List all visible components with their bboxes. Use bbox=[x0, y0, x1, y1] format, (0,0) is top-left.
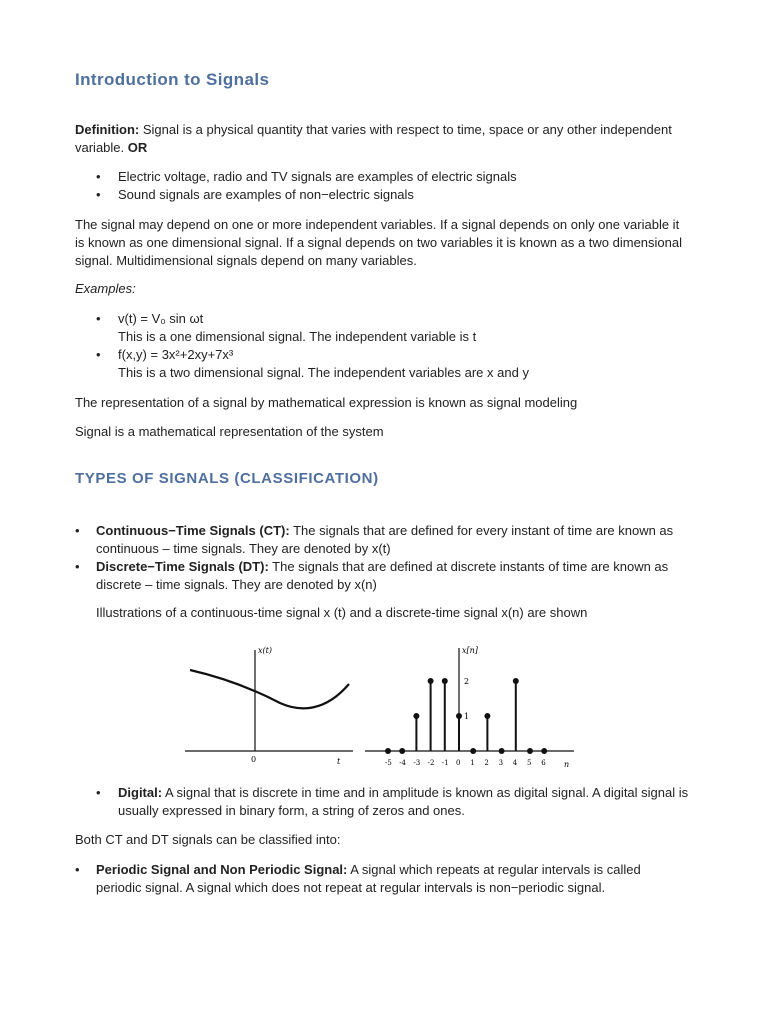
dt-n-tick-label: 0 bbox=[456, 759, 461, 767]
definition-label: Definition: bbox=[75, 122, 140, 137]
ct-y-label: x(t) bbox=[258, 646, 272, 655]
bullet-icon: • bbox=[96, 347, 101, 362]
dt-sample-point bbox=[527, 748, 533, 754]
dt-signal-figure bbox=[360, 640, 580, 770]
dt-x-label: n bbox=[564, 760, 570, 769]
digital-list bbox=[96, 784, 696, 820]
bullet-icon: • bbox=[75, 862, 80, 877]
example-formula: f(x,y) = 3x²+2xy+7x³ bbox=[118, 347, 234, 362]
dt-n-tick-label: 2 bbox=[484, 759, 489, 767]
example-description: This is a two dimensional signal. The independent variables are x and y bbox=[118, 365, 529, 380]
ct-signal-curve bbox=[190, 670, 349, 708]
page-title: Introduction to Signals bbox=[75, 70, 270, 89]
definition-bullet-list bbox=[96, 168, 696, 204]
example-formula: v(t) = V₀ sin ωt bbox=[118, 311, 204, 326]
type-label: Continuous−Time Signals (CT): bbox=[96, 523, 290, 538]
dt-n-tick-label: 6 bbox=[541, 759, 546, 767]
dt-n-tick-label: -2 bbox=[427, 759, 435, 767]
list-item bbox=[96, 310, 696, 346]
illustration-caption: Illustrations of a continuous-time signal x (t) and a discrete-time signal x(n) are shown bbox=[96, 605, 588, 620]
definition-or: OR bbox=[127, 140, 148, 155]
dt-sample-point bbox=[541, 748, 547, 754]
periodic-list bbox=[75, 861, 675, 897]
dt-sample-point bbox=[470, 748, 476, 754]
dt-sample-point bbox=[484, 713, 490, 719]
list-item bbox=[75, 861, 675, 897]
bullet-icon: • bbox=[96, 785, 101, 800]
dt-samples bbox=[385, 678, 547, 767]
ct-origin-label: 0 bbox=[251, 755, 257, 764]
ct-x-label: t bbox=[337, 757, 341, 766]
bullet-icon: • bbox=[96, 187, 101, 202]
list-item: • Electric voltage, radio and TV signals are examples of electric signals bbox=[96, 169, 517, 184]
dt-sample-point bbox=[413, 713, 419, 719]
dt-sample-point bbox=[442, 678, 448, 684]
dt-n-tick-label: 3 bbox=[498, 759, 504, 767]
type-label: Discrete−Time Signals (DT): bbox=[96, 559, 269, 574]
dt-sample-point bbox=[428, 678, 434, 684]
types-list bbox=[75, 522, 675, 594]
digital-label: Digital: bbox=[118, 785, 163, 800]
dt-ytick-label: 2 bbox=[464, 677, 470, 686]
definition-paragraph bbox=[75, 121, 690, 157]
list-item bbox=[75, 522, 675, 558]
examples-list bbox=[96, 310, 696, 382]
system-paragraph: Signal is a mathematical representation of the system bbox=[75, 424, 384, 439]
definition-text: Signal is a physical quantity that varies with respect to time, space or any other independent variable. bbox=[75, 122, 672, 155]
dt-n-tick-label: -3 bbox=[413, 759, 421, 767]
dt-n-tick-label: 4 bbox=[512, 759, 518, 767]
section-heading: TYPES OF SIGNALS (CLASSIFICATION) bbox=[75, 470, 379, 487]
dependence-paragraph: The signal may depend on one or more independent variables. If a signal depends on only one variable it is known as one dimensional signal. If a signal depends on two variables it is known as a two dimensional signal. Multidimensional signals depend on many variables. bbox=[75, 217, 683, 268]
periodic-text: A signal which repeats at regular intervals is called periodic signal. A signal which does not repeat at regular intervals is non−periodic signal. bbox=[96, 862, 641, 895]
ct-signal-figure bbox=[185, 640, 355, 770]
list-item bbox=[75, 558, 675, 594]
bullet-icon: • bbox=[75, 559, 80, 574]
dt-sample-point bbox=[499, 748, 505, 754]
type-text: The signals that are defined for every instant of time are known as continuous – time signals. They are denoted by x(t) bbox=[96, 523, 674, 556]
list-item bbox=[96, 784, 696, 820]
bullet-icon: • bbox=[96, 311, 101, 326]
dt-n-tick-label: 5 bbox=[527, 759, 532, 767]
dt-y-label: x[n] bbox=[462, 646, 478, 655]
dt-n-tick-label: -4 bbox=[399, 759, 407, 767]
example-description: This is a one dimensional signal. The independent variable is t bbox=[118, 329, 477, 344]
periodic-label: Periodic Signal and Non Periodic Signal: bbox=[96, 862, 348, 877]
list-item bbox=[96, 346, 696, 382]
dt-sample-point bbox=[456, 713, 462, 719]
dt-ytick-label: 1 bbox=[464, 712, 470, 721]
digital-text: A signal that is discrete in time and in amplitude is known as digital signal. A digital signal is usually expressed in binary form, a string of zeros and ones. bbox=[118, 785, 689, 818]
bullet-icon: • bbox=[96, 169, 101, 184]
list-item: • Sound signals are examples of non−electric signals bbox=[96, 187, 414, 202]
dt-sample-point bbox=[399, 748, 405, 754]
examples-label: Examples: bbox=[75, 281, 136, 296]
modeling-paragraph: The representation of a signal by mathematical expression is known as signal modeling bbox=[75, 395, 578, 410]
type-text: The signals that are defined at discrete instants of time are known as discrete – time signals. They are denoted by x(n) bbox=[96, 559, 669, 592]
dt-n-tick-label: -1 bbox=[441, 759, 449, 767]
bullet-icon: • bbox=[75, 523, 80, 538]
dt-sample-point bbox=[385, 748, 391, 754]
dt-n-tick-label: 1 bbox=[470, 759, 475, 767]
dt-n-tick-label: -5 bbox=[385, 759, 392, 767]
classified-paragraph: Both CT and DT signals can be classified into: bbox=[75, 832, 341, 847]
dt-sample-point bbox=[513, 678, 519, 684]
